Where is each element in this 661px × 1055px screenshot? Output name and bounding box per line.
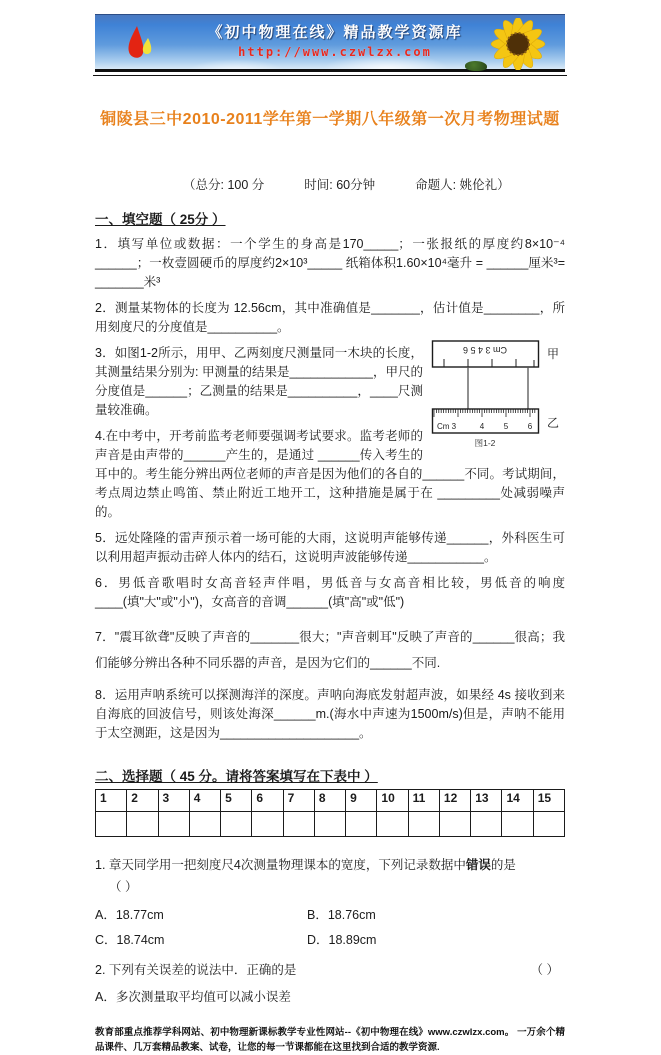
ruler-bottom-label-1: 4	[479, 422, 485, 431]
answer-header-cell: 4	[189, 790, 220, 812]
page-title: 铜陵县三中2010-2011学年第一学期八年级第一次月考物理试题	[100, 111, 560, 128]
fill-question-1: 1．填写单位或数据：一个学生的身高是170_____；一张报纸的厚度约8×10⁻⁴ ______；一枚壹圆硬币的厚度约2×10³_____ 纸箱体积1.60×10⁴毫升 = ______厘米³= _______米³	[95, 237, 565, 289]
ruler-label-yi: 乙	[547, 416, 560, 430]
choice-q2-text: 2. 下列有关误差的说法中．正确的是	[95, 963, 297, 977]
choice-q2-option-a: A．多次测量取平均值可以减小误差	[95, 990, 291, 1004]
fill-question-2: 2．测量某物体的长度为 12.56cm，其中准确值是_______，估计值是________，所用刻度尺的分度值是__________。	[95, 301, 565, 334]
figure-ruler-comparison	[431, 339, 565, 449]
answer-input-cell	[346, 812, 377, 837]
meta-time: 时间: 60分钟	[304, 178, 376, 192]
choice-question-1	[95, 855, 565, 875]
choice-question-2	[95, 960, 565, 978]
answer-header-cell: 11	[408, 790, 439, 812]
choice-q1-suffix: 的是	[490, 858, 516, 872]
answer-input-cell	[471, 812, 502, 837]
fill-question-4: 4.在中考中，开考前监考老师要强调考试要求。监考老师的声音是由声带的______产生的，是通过 ______传入考生的耳中的。考生能分辨出两位老师的声音是因为他们的各自的______不同。考试期间，考点周边禁止鸣笛、禁止附近工地开工，这种措施是属于在 _________处减弱噪声的。	[95, 429, 565, 519]
site-logo-icon	[123, 24, 161, 67]
meta-author: 命题人: 姚伦礼）	[415, 178, 510, 192]
ruler-top-scale-label: Cm 3 4 5 6	[462, 345, 508, 355]
answer-header-cell: 5	[221, 790, 252, 812]
answer-table-header-row	[96, 790, 565, 812]
answer-header-cell: 8	[314, 790, 345, 812]
answer-header-cell: 14	[502, 790, 533, 812]
answer-input-cell	[158, 812, 189, 837]
option-b: B．18.76cm	[307, 908, 376, 922]
choice-q1-options	[95, 905, 565, 948]
answer-table-blank-row	[96, 812, 565, 837]
answer-header-cell: 13	[471, 790, 502, 812]
answer-input-cell	[502, 812, 533, 837]
answer-input-cell	[314, 812, 345, 837]
answer-header-cell: 7	[283, 790, 314, 812]
answer-input-cell	[96, 812, 127, 837]
banner-site-url: http://www.czwlzx.com	[238, 45, 432, 59]
sunflower-icon	[489, 18, 547, 75]
fill-question-7: 7．"震耳欲聋"反映了声音的_______很大；"声音刺耳"反映了声音的______很高；我们能够分辨出各种不同乐器的声音，是因为它们的______不同.	[95, 630, 565, 670]
answer-input-cell	[408, 812, 439, 837]
answer-header-cell: 2	[127, 790, 158, 812]
answer-header-cell: 12	[439, 790, 470, 812]
answer-input-cell	[189, 812, 220, 837]
fill-question-3: 3．如图1-2所示，用甲、乙两刻度尺测量同一木块的长度，其测量结果分别为: 甲测量的结果是____________，甲尺的分度值是______；乙测量的结果是__________，____尺测量较准确。	[95, 346, 423, 417]
answer-header-cell: 3	[158, 790, 189, 812]
ruler-bottom-label-0: Cm 3	[437, 422, 457, 431]
choice-q1-emphasis: 错误	[465, 858, 491, 872]
answer-header-cell: 9	[346, 790, 377, 812]
answer-header-cell: 1	[96, 790, 127, 812]
fill-question-5: 5．远处隆隆的雷声预示着一场可能的大雨，这说明声能够传递______，外科医生可以利用超声振动击碎人体内的结石，这说明声波能够传递___________。	[95, 531, 565, 564]
answer-header-cell: 15	[533, 790, 564, 812]
figure-caption: 图1-2	[474, 438, 496, 448]
site-banner	[95, 14, 565, 72]
page	[95, 14, 565, 1055]
section-choice-heading: 二、选择题（ 45 分。请将答案填写在下表中 ）	[95, 769, 378, 784]
answer-input-cell	[252, 812, 283, 837]
answer-input-cell	[127, 812, 158, 837]
answer-header-cell: 10	[377, 790, 408, 812]
choice-q1-answer-bracket: （ ）	[109, 880, 138, 894]
ruler-bottom-label-2: 5	[503, 422, 509, 431]
option-d: D．18.89cm	[307, 933, 377, 947]
answer-header-cell: 6	[252, 790, 283, 812]
section-fill-heading: 一、填空题（ 25分 ）	[95, 212, 226, 227]
answer-table	[95, 789, 565, 837]
fill-question-6: 6．男低音歌唱时女高音轻声伴唱，男低音与女高音相比较，男低音的响度____(填"大"或"小")，女高音的音调______(填"高"或"低")	[95, 576, 565, 609]
answer-input-cell	[533, 812, 564, 837]
exam-meta	[95, 175, 565, 193]
choice-q1-text: 1. 章天同学用一把刻度尺4次测量物理课本的宽度，下列记录数据中	[95, 858, 466, 872]
option-c: C．18.74cm	[95, 933, 165, 947]
answer-input-cell	[377, 812, 408, 837]
ruler-label-jia: 甲	[547, 347, 560, 361]
choice-q2-answer-bracket: （ ）	[530, 963, 559, 977]
banner-site-title: 《初中物理在线》精品教学资源库	[207, 24, 463, 41]
ruler-bottom-label-3: 6	[527, 422, 533, 431]
bush-icon	[465, 61, 487, 71]
meta-total-score: （总分: 100 分	[183, 178, 265, 192]
answer-input-cell	[439, 812, 470, 837]
answer-input-cell	[283, 812, 314, 837]
footer-text: 教育部重点推荐学科网站、初中物理新课标教学专业性网站--《初中物理在线》www.czwlzx.com。 一万余个精品课件、几万套精品教案、试卷，让您的每一节课都能在这里找到合适的教学资源.	[95, 1027, 565, 1053]
option-a: A．18.77cm	[95, 908, 164, 922]
fill-question-8: 8．运用声呐系统可以探测海洋的深度。声呐向海底发射超声波，如果经 4s 接收到来自海底的回波信号，则该处海深______m.(海水中声速为1500m/s)但是，声呐不能用于太空测距，这是因为____________________。	[95, 688, 565, 740]
answer-input-cell	[221, 812, 252, 837]
